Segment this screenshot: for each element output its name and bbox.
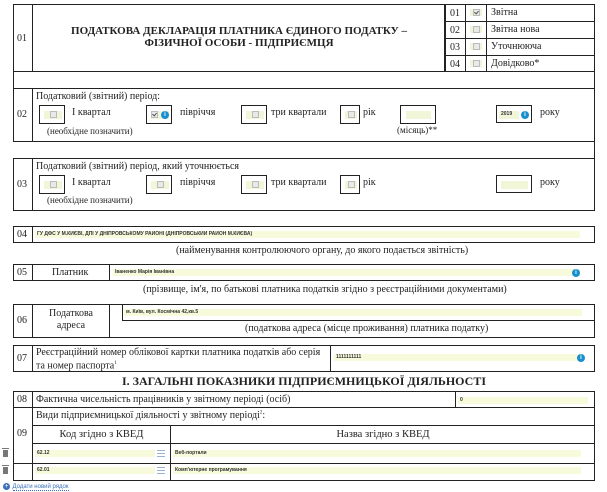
payer-input[interactable] xyxy=(113,269,580,276)
employees-label: Фактична чисельність працівників у звітному періоді (осіб) xyxy=(36,394,291,405)
list-select-icon[interactable] xyxy=(157,467,165,474)
period-q1-checkbox[interactable] xyxy=(50,111,57,118)
corrected-q3-label: три квартали xyxy=(271,177,327,188)
divider xyxy=(32,4,33,72)
period-hint: (необхідне позначити) xyxy=(47,126,133,136)
corrected-q1-label: I квартал xyxy=(72,177,111,188)
period-year-box xyxy=(340,105,360,124)
corrected-half-box xyxy=(146,175,172,194)
type-label: Звітна нова xyxy=(491,24,540,35)
info-icon[interactable]: i xyxy=(572,269,580,277)
delete-row-icon[interactable] xyxy=(3,467,8,474)
period-year-input[interactable] xyxy=(496,105,532,123)
address-label xyxy=(33,308,109,332)
address-label-line1: Податкова xyxy=(49,308,93,319)
divider xyxy=(32,345,33,372)
corrected-q1-box xyxy=(39,175,65,194)
address-value: м. Київ, вул. Космічна 42,кв.5 xyxy=(126,309,199,315)
corrected-q3-box xyxy=(241,175,267,194)
corrected-q3-checkbox[interactable] xyxy=(252,181,259,188)
activities-label-suffix: : xyxy=(262,410,266,421)
info-icon[interactable]: i xyxy=(577,354,585,362)
row-number: 07 xyxy=(17,353,27,364)
period-year-label: рік xyxy=(363,107,376,118)
row-number: 08 xyxy=(17,394,27,405)
kved-code-input[interactable] xyxy=(35,450,155,457)
divider xyxy=(122,320,595,321)
tax-id-value: 1111111111 xyxy=(336,354,362,360)
divider xyxy=(594,142,595,158)
corrected-year-input[interactable] xyxy=(496,175,532,193)
divider xyxy=(32,391,33,408)
add-row-label: Додати новий рядок xyxy=(12,483,69,490)
address-input[interactable] xyxy=(124,309,582,316)
period-half-label: півріччя xyxy=(180,107,216,118)
tax-id-label-line1: Реєстраційний номер облікової картки платника податків або серія xyxy=(36,347,321,358)
type-checkbox-zvitna-nova[interactable] xyxy=(473,26,480,33)
divider xyxy=(109,264,110,281)
row-number: 05 xyxy=(17,267,27,278)
corrected-half-checkbox[interactable] xyxy=(157,181,164,188)
info-icon[interactable]: i xyxy=(521,111,529,119)
kved-name-value: Комп'ютерне програмування xyxy=(175,467,247,473)
type-label: Уточнююча xyxy=(491,41,542,52)
type-checkbox-zvitna[interactable] xyxy=(473,9,480,16)
address-caption: (податкова адреса (місце проживання) платника податку) xyxy=(245,323,489,334)
kved-code-value: 62.12 xyxy=(37,450,50,456)
period-q1-label: I квартал xyxy=(72,107,111,118)
type-checkbox-utochniuiucha[interactable] xyxy=(473,43,480,50)
payer-value: Іваненко Марія Іванівна xyxy=(115,269,175,275)
corrected-year-label: рік xyxy=(363,177,376,188)
payer-label: Платник xyxy=(52,267,89,278)
corrected-year-box xyxy=(340,175,360,194)
divider xyxy=(594,72,595,88)
type-label: Звітна xyxy=(491,7,518,18)
divider xyxy=(32,226,33,243)
authority-input[interactable] xyxy=(35,231,580,238)
row-number: 09 xyxy=(17,428,27,439)
type-checkbox-dovidkovo[interactable] xyxy=(473,60,480,67)
type-label: Довідково* xyxy=(491,58,540,69)
row-number: 02 xyxy=(17,109,27,120)
period-half-box xyxy=(146,105,172,124)
row-number: 04 xyxy=(17,229,27,240)
period-q3-label: три квартали xyxy=(271,107,327,118)
page-title-line1: ПОДАТКОВА ДЕКЛАРАЦІЯ ПЛАТНИКА ЄДИНОГО ПОДАТКУ – xyxy=(71,25,407,37)
add-row-link[interactable] xyxy=(3,481,69,491)
divider xyxy=(13,72,14,88)
employees-value: 0 xyxy=(460,397,463,403)
footnote-mark: 2 xyxy=(259,410,263,416)
divider xyxy=(13,463,595,464)
divider xyxy=(32,425,595,426)
authority-value: ГУ ДФС У М.КИЄВІ, ДПІ У ДНІПРОВСЬКОМУ РАЙОНІ (ДНІПРОВСЬКИЙ РАЙОН М.КИЄВА) xyxy=(37,231,253,237)
info-icon[interactable]: i xyxy=(161,111,169,119)
period-month-caption: (місяць)** xyxy=(397,125,438,135)
col-header-code: Код згідно з КВЕД xyxy=(59,429,144,440)
kved-code-input[interactable] xyxy=(35,467,155,474)
corrected-q1-checkbox[interactable] xyxy=(50,181,57,188)
row-number: 06 xyxy=(17,315,27,326)
delete-row-icon[interactable] xyxy=(3,450,8,457)
plus-circle-icon: + xyxy=(4,483,9,491)
kved-name-input[interactable] xyxy=(173,450,581,457)
kved-name-input[interactable] xyxy=(173,467,581,474)
period-title: Податковий (звітний) період: xyxy=(36,91,161,102)
period-year-checkbox[interactable] xyxy=(348,111,355,118)
period-q3-box xyxy=(241,105,267,124)
col-header-name: Назва згідно з КВЕД xyxy=(336,429,430,440)
divider xyxy=(122,304,123,321)
period-year-value: 2019 xyxy=(501,111,513,117)
payer-caption: (прізвище, ім'я, по батькові платника податків згідно з реєстраційними документами) xyxy=(143,284,507,295)
type-num: 04 xyxy=(450,59,460,70)
divider xyxy=(32,443,595,444)
page-title-line2: ФІЗИЧНОЇ ОСОБИ - ПІДПРИЄМЦЯ xyxy=(144,37,334,49)
employees-input[interactable] xyxy=(458,397,588,404)
divider xyxy=(455,391,456,408)
divider xyxy=(445,21,595,22)
divider xyxy=(32,88,33,142)
page-title xyxy=(34,25,444,49)
authority-caption: (найменування контролюючого органу, до якого подається звітність) xyxy=(176,245,469,256)
period-year-suffix: року xyxy=(540,107,560,118)
activities-label xyxy=(36,410,265,421)
corrected-half-label: півріччя xyxy=(180,177,216,188)
period-q1-box xyxy=(39,105,65,124)
divider xyxy=(32,463,33,481)
tax-id-input[interactable] xyxy=(334,354,584,361)
corrected-period-title: Податковий (звітний) період, який уточнюється xyxy=(36,161,240,172)
kved-code-value: 62.01 xyxy=(37,467,50,473)
period-half-checkbox[interactable] xyxy=(151,111,158,118)
row-number: 03 xyxy=(17,179,27,190)
row-number: 01 xyxy=(17,33,27,44)
tax-id-label xyxy=(36,347,332,371)
address-label-line2: адреса xyxy=(56,320,86,331)
kved-name-value: Веб-портали xyxy=(175,450,207,456)
period-month-input[interactable] xyxy=(400,105,436,124)
corrected-year-checkbox[interactable] xyxy=(348,181,355,188)
corrected-year-suffix: року xyxy=(540,177,560,188)
list-select-icon[interactable] xyxy=(157,450,165,457)
corrected-hint: (необхідне позначити) xyxy=(47,195,133,205)
divider xyxy=(445,55,595,56)
type-num: 01 xyxy=(450,8,460,19)
divider xyxy=(445,38,595,39)
section-title: I. ЗАГАЛЬНІ ПОКАЗНИКИ ПІДПРИЄМНИЦЬКОЇ ДІЯЛЬНОСТІ xyxy=(121,374,486,388)
type-num: 02 xyxy=(450,25,460,36)
divider xyxy=(32,264,33,281)
divider xyxy=(109,304,110,338)
type-num: 03 xyxy=(450,42,460,53)
footnote-mark: 1 xyxy=(114,361,117,366)
divider xyxy=(32,158,33,211)
activities-label-text: Види підприємницької діяльності у звітному періоді xyxy=(36,410,260,421)
tax-id-label-line2: та номер паспорта xyxy=(36,360,115,372)
period-q3-checkbox[interactable] xyxy=(252,111,259,118)
